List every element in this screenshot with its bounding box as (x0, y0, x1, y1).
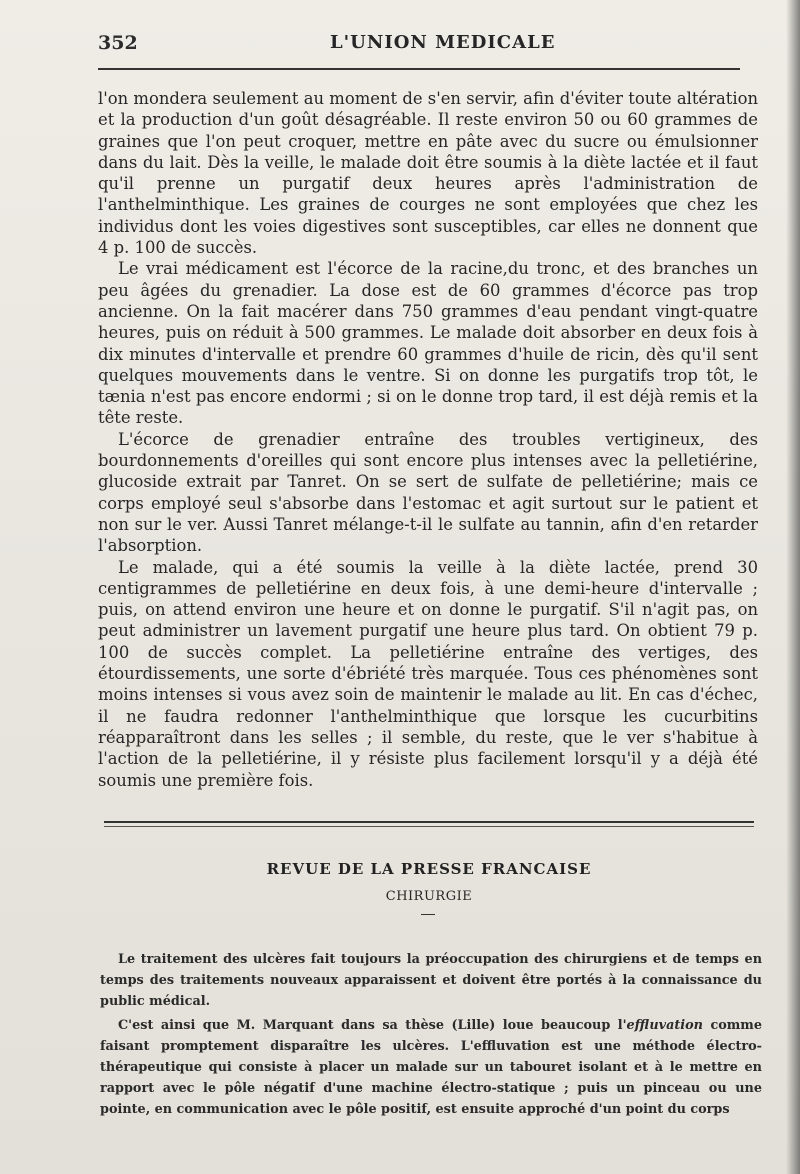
paragraph: Le vrai médicament est l'écorce de la racine,du tronc, et des branches un peu âgées du grenadier. La dose est de 60 grammes d'écorce pas trop ancienne. On la fait macérer dans 750 grammes d'eau pendant vingt-quatre heures, puis on réduit à 500 grammes. Le malade doit absorber en deux fois à dix minutes d'intervalle et prendre 60 grammes d'huile de ricin, dès qu'il sent quelques mouvements dans le ventre. Si on donne les purgatifs trop tôt, le tænia n'est pas encore endormi ; si on le donne trop tard, il est déjà remis et la tête reste. (98, 259, 758, 428)
page-number: 352 (98, 32, 138, 54)
section-rule (104, 821, 754, 823)
page-edge-shadow (786, 0, 800, 1174)
section-rule-thin (104, 826, 754, 827)
section-title: REVUE DE LA PRESSE FRANCAISE (266, 860, 592, 878)
running-head (98, 28, 748, 64)
journal-title: L'UNION MEDICALE (330, 32, 556, 53)
paragraph-text: comme faisant promptement disparaître les ulcères. L'effluvation est une méthode électro-thérapeutique qui consiste à placer un malade sur un tabouret isolant et à le mettre en rapport avec le pôle négatif d'une machine électro-statique ; puis un pinceau ou une pointe, en communication avec le pôle positif, est ensuite approché d'un point du corps (100, 1018, 762, 1117)
article-body (98, 88, 758, 791)
paragraph (100, 1016, 762, 1120)
header-rule (98, 68, 740, 70)
subsection-title: CHIRURGIE (385, 889, 473, 904)
subsection-rule (421, 914, 435, 915)
paragraph: l'on mondera seulement au moment de s'en servir, afin d'éviter toute altération et la production d'un goût désagréable. Il reste environ 50 ou 60 grammes de graines que l'on peut croquer, mettre en pâte avec du sucre ou émulsionner dans du lait. Dès la veille, le malade doit être soumis à la diète lactée et il faut qu'il prenne un purgatif deux heures après l'administration de l'anthelminthique. Les graines de courges ne sont employées que chez les individus dont les voies digestives sont susceptibles, car elles ne donnent que 4 p. 100 de succès. (98, 89, 758, 258)
paragraph: Le traitement des ulcères fait toujours la préoccupation des chirurgiens et de temps en temps des traitements nouveaux apparaissent et doivent être portés à la connaissance du public médical. (100, 952, 762, 1009)
review-body (100, 950, 762, 1120)
paragraph: L'écorce de grenadier entraîne des troubles vertigineux, des bourdonnements d'oreilles qui sont encore plus intenses avec la pelletiérine, glucoside extrait par Tanret. On se sert de sulfate de pelletiérine; mais ce corps employé seul s'absorbe dans l'estomac et agit surtout sur le patient et non sur le ver. Aussi Tanret mélange-t-il le sulfate au tannin, afin d'en retarder l'absorption. (98, 429, 758, 556)
paragraph-text: C'est ainsi que M. Marquant dans sa thèse (Lille) loue beaucoup l' (118, 1018, 627, 1034)
paragraph: Le malade, qui a été soumis la veille à la diète lactée, prend 30 centigrammes de pelletiérine en deux fois, à une demi-heure d'intervalle ; puis, on attend environ une heure et on donne le purgatif. S'il n'agit pas, on peut administrer un lavement purgatif une heure plus tard. On obtient 79 p. 100 de succès complet. La pelletiérine entraîne des vertiges, des étourdissements, une sorte d'ébriété très marquée. Tous ces phénomènes sont moins intenses si vous avez soin de maintenir le malade au lit. En cas d'échec, il ne faudra redonner l'anthelminthique que lorsque les cucurbitins réapparaîtront dans les selles ; il semble, du reste, que le ver s'habitue à l'action de la pelletiérine, il y résiste plus facilement lorsqu'il y a déjà été soumis une première fois. (98, 557, 758, 790)
italic-term: effluvation (626, 1018, 703, 1034)
